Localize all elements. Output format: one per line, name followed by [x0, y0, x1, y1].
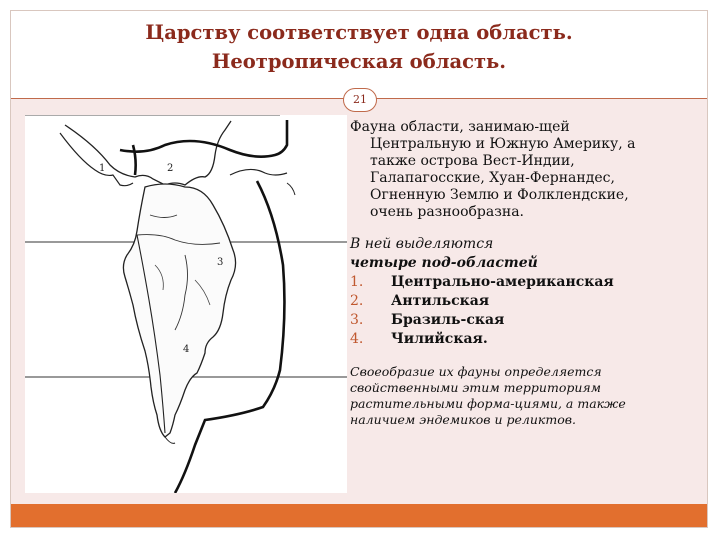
list-item	[350, 311, 708, 330]
bottom-accent-bar	[11, 504, 707, 527]
tierra-del-fuego	[165, 437, 175, 443]
list-item	[350, 292, 708, 311]
list-item-number: 3.	[350, 312, 364, 328]
list-item-number: 2.	[350, 293, 364, 309]
south-america-map-drawing	[25, 115, 347, 493]
subregions-intro-line-2: четыре под-областей	[350, 255, 538, 271]
list-item	[350, 330, 708, 349]
list-item	[350, 273, 708, 292]
description-rest: Центральную и Южную Америку, а также острова Вест-Индии, Галапагосские, Хуан-Фернандес, Огненную Землю и Фолклендские, очень разнообразна.	[370, 136, 636, 220]
map-label-1: 1	[99, 163, 106, 174]
title-line-1: Царству соответствует одна область.	[145, 21, 573, 44]
antilles-small-islands	[287, 183, 295, 195]
subregion-list	[350, 273, 708, 349]
antilles-islands	[230, 169, 287, 175]
map-label-3: 3	[217, 257, 224, 268]
isthmus-coast	[60, 133, 133, 186]
list-item-name: Антильская	[391, 293, 490, 309]
fauna-description	[350, 119, 708, 221]
subregions-intro-line-1: В ней выделяются	[350, 236, 494, 252]
description-first-line: Фауна области, занимаю-щей	[350, 119, 570, 135]
central-america-coast	[65, 121, 231, 185]
map-label-4: 4	[183, 344, 190, 355]
neotropical-map	[25, 115, 347, 493]
map-label-2: 2	[167, 163, 174, 174]
list-item-number: 4.	[350, 331, 364, 347]
list-item-name: Чилийская.	[391, 331, 488, 347]
list-item-number: 1.	[350, 274, 364, 290]
slide-title	[10, 18, 708, 76]
south-america-outline	[123, 184, 235, 437]
list-item-name: Бразиль-ская	[391, 312, 505, 328]
title-line-2: Неотропическая область.	[211, 50, 507, 73]
subregion-border-north	[120, 120, 287, 175]
fauna-conclusion: Своеобразие их фауны определяется свойственными этим территориям растительными форма-циями, а также наличием эндемиков и реликтов.	[350, 364, 626, 427]
page-number-badge: 21	[343, 88, 377, 112]
list-item-name: Центрально-американская	[391, 274, 614, 290]
text-column	[350, 119, 708, 428]
